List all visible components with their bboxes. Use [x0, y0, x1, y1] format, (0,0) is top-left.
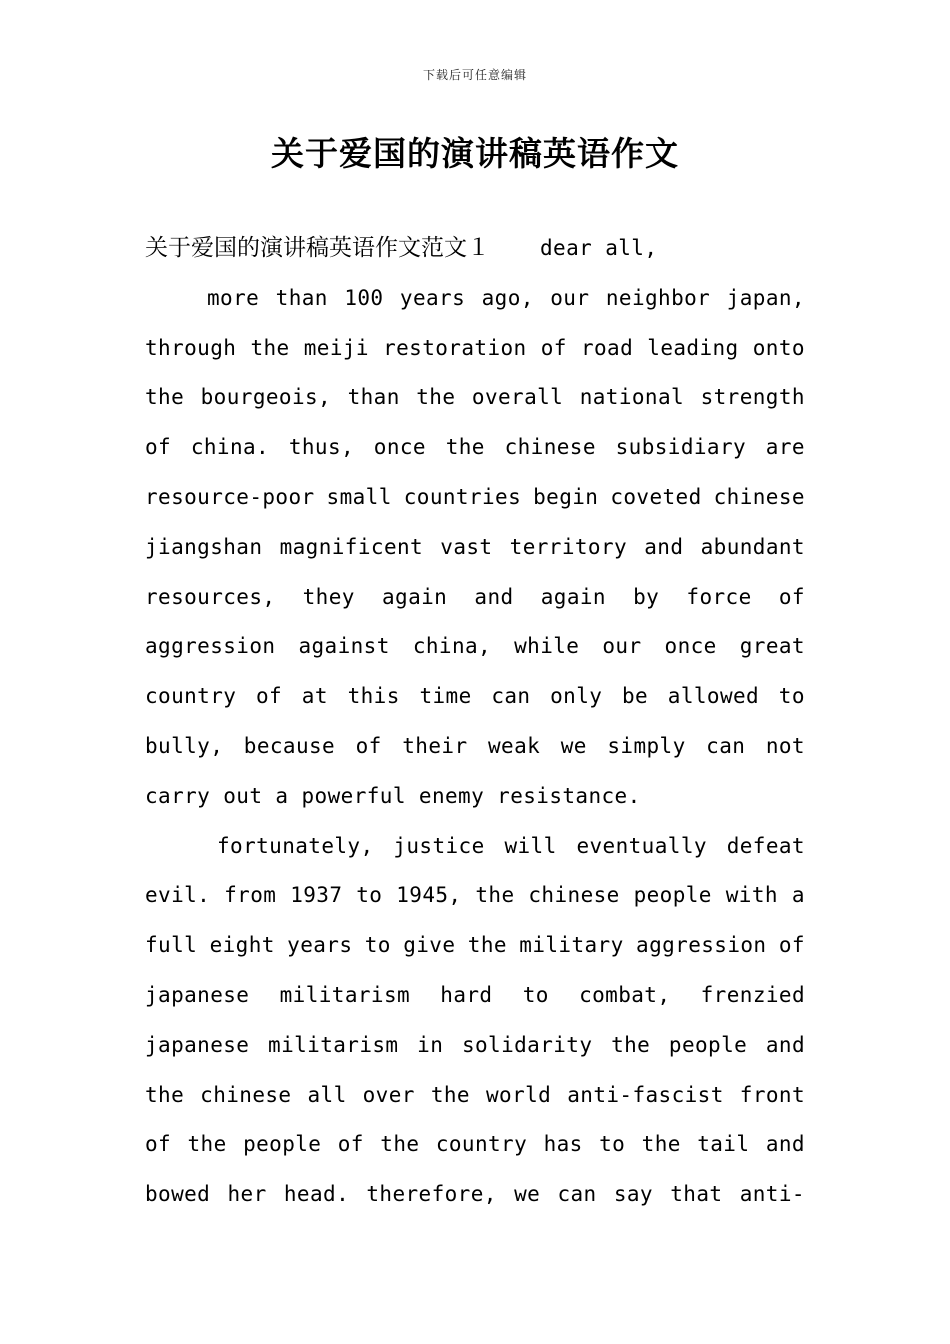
word: people	[243, 1132, 322, 1157]
word: all	[307, 1082, 347, 1107]
word: people	[668, 1032, 748, 1057]
word: japan,	[726, 285, 805, 310]
body-text	[145, 224, 805, 1220]
word: coveted	[610, 484, 702, 509]
word: chinese	[504, 435, 596, 460]
word: militarism	[279, 982, 411, 1007]
word: japanese	[145, 1032, 250, 1057]
word: of	[145, 435, 172, 460]
word: weak	[488, 733, 541, 758]
word: the	[145, 1082, 185, 1107]
word: frenzied	[700, 982, 805, 1007]
word: anti-fascist	[567, 1082, 724, 1107]
word: defeat	[726, 833, 805, 858]
word: the	[641, 1132, 681, 1157]
word: once	[373, 435, 426, 460]
word: because	[243, 733, 336, 758]
word: the	[445, 435, 485, 460]
word: chinese	[713, 484, 805, 509]
word: this	[347, 684, 400, 709]
word: magnificent	[279, 534, 424, 559]
word: the	[611, 1032, 651, 1057]
word: the	[380, 1132, 420, 1157]
word: allowed	[667, 684, 760, 709]
word: time	[419, 684, 472, 709]
word: the	[416, 385, 456, 410]
word: chinese	[200, 1082, 292, 1107]
word: tail	[697, 1132, 750, 1157]
word: bourgeois,	[200, 385, 332, 410]
word: aggression	[145, 634, 276, 659]
paragraph-line	[145, 1120, 805, 1170]
word: thus,	[288, 435, 355, 460]
word: resources,	[145, 584, 276, 609]
word: from	[224, 883, 277, 908]
word: eight	[209, 933, 275, 958]
paragraph-line	[145, 1071, 805, 1121]
word: their	[402, 733, 468, 758]
word: hard	[440, 982, 493, 1007]
paragraph-1	[145, 274, 805, 822]
word: can	[491, 684, 531, 709]
word: only	[550, 684, 603, 709]
word: territory	[509, 534, 628, 559]
word: and	[765, 1132, 805, 1157]
word: justice	[393, 833, 485, 858]
paragraph-line	[145, 423, 805, 473]
word: of	[145, 1132, 172, 1157]
word: military	[519, 933, 624, 958]
word: we	[514, 1182, 541, 1207]
paragraph-line	[145, 921, 805, 971]
word: japanese	[145, 982, 250, 1007]
word: combat,	[579, 982, 671, 1007]
paragraph-line	[145, 373, 805, 423]
word: meiji	[303, 335, 369, 360]
header-note: 下载后可任意编辑	[422, 68, 527, 82]
word: while	[514, 634, 580, 659]
word: has	[543, 1132, 583, 1157]
word: once	[664, 634, 717, 659]
word: bowed	[145, 1182, 211, 1207]
paragraph-line	[145, 573, 805, 623]
word: country	[435, 1132, 528, 1157]
word: china,	[412, 634, 492, 659]
word: at	[301, 684, 328, 709]
word: of	[778, 584, 805, 609]
word: her	[227, 1182, 267, 1207]
word: jiangshan	[145, 534, 263, 559]
word: by	[633, 584, 660, 609]
word: through	[145, 335, 237, 360]
word: years	[287, 933, 353, 958]
word: world	[486, 1082, 552, 1107]
word: will	[504, 833, 557, 858]
word: can	[557, 1182, 597, 1207]
paragraph-line	[145, 473, 805, 523]
paragraph-2	[145, 822, 805, 1220]
word: country	[145, 684, 237, 709]
word: the	[430, 1082, 470, 1107]
word: with	[725, 883, 778, 908]
paragraph-line	[145, 1170, 805, 1220]
word: countries	[403, 484, 522, 509]
word: more	[207, 285, 260, 310]
paragraph-line	[145, 871, 805, 921]
word: onto	[752, 335, 805, 360]
paragraph-line	[145, 324, 805, 374]
word: the	[250, 335, 290, 360]
word: 1945,	[396, 883, 462, 908]
word: national	[579, 385, 685, 410]
word: that	[670, 1182, 723, 1207]
word: a	[791, 883, 805, 908]
word: subsidiary	[615, 435, 747, 460]
word: 1937	[290, 883, 343, 908]
first-line	[145, 224, 805, 274]
word: they	[302, 584, 355, 609]
paragraph-line	[145, 523, 805, 573]
word: of	[337, 1132, 364, 1157]
word: aggression	[636, 933, 767, 958]
word: to	[356, 883, 383, 908]
word: than	[275, 285, 328, 310]
word: and	[644, 534, 684, 559]
word: of	[540, 335, 567, 360]
word: to	[599, 1132, 626, 1157]
word: neighbor	[605, 285, 711, 310]
paragraph-line	[145, 722, 805, 772]
word: say	[613, 1182, 653, 1207]
word: 100	[344, 285, 384, 310]
word: in	[417, 1032, 444, 1057]
word: begin	[533, 484, 599, 509]
word: leading	[647, 335, 739, 360]
word: to	[778, 684, 805, 709]
word: ago,	[481, 285, 534, 310]
document-title: 关于爱国的演讲稿英语作文	[271, 134, 679, 173]
word: front	[739, 1082, 805, 1107]
word: the	[467, 933, 507, 958]
paragraph-line: carry out a powerful enemy resistance.	[145, 783, 641, 808]
word: great	[739, 634, 805, 659]
paragraph-line	[145, 622, 805, 672]
word: road	[580, 335, 634, 360]
word: of	[778, 933, 805, 958]
word: against	[298, 634, 390, 659]
paragraph-line	[145, 672, 805, 722]
greeting: dear all,	[540, 236, 658, 260]
word: head.	[283, 1182, 350, 1207]
paragraph-line	[145, 971, 805, 1021]
word: and	[474, 584, 514, 609]
word: anti-	[739, 1182, 805, 1207]
word: again	[540, 584, 606, 609]
word: again	[382, 584, 448, 609]
word: not	[765, 733, 805, 758]
word: abundant	[700, 534, 805, 559]
word: and	[765, 1032, 805, 1057]
word: the	[187, 1132, 227, 1157]
word: bully,	[145, 733, 224, 758]
word: therefore,	[366, 1182, 497, 1207]
section-heading: 关于爱国的演讲稿英语作文范文１	[145, 235, 490, 261]
paragraph-line	[145, 274, 805, 324]
word: the	[145, 385, 185, 410]
word: small	[326, 484, 392, 509]
word: our	[550, 285, 590, 310]
word: we	[560, 733, 587, 758]
word: than	[347, 385, 400, 410]
word: the	[475, 883, 515, 908]
word: force	[686, 584, 752, 609]
paragraph-line	[145, 822, 805, 872]
paragraph-line	[145, 1021, 805, 1071]
word: strength	[700, 385, 805, 410]
word: restoration	[383, 335, 527, 360]
word: over	[362, 1082, 415, 1107]
word: eventually	[576, 833, 707, 858]
word: solidarity	[461, 1032, 593, 1057]
word: chinese	[528, 883, 620, 908]
word: full	[145, 933, 198, 958]
word: can	[706, 733, 746, 758]
word: of	[256, 684, 283, 709]
word: give	[403, 933, 456, 958]
word: be	[622, 684, 649, 709]
word: people	[633, 883, 712, 908]
word: resource-poor	[145, 484, 315, 509]
word: are	[765, 435, 805, 460]
word: years	[399, 285, 466, 310]
word: china.	[190, 435, 270, 460]
word: militarism	[268, 1032, 399, 1057]
word: vast	[440, 534, 493, 559]
word: fortunately,	[217, 833, 374, 858]
word: to	[364, 933, 391, 958]
word: of	[355, 733, 382, 758]
word: evil.	[145, 883, 211, 908]
word: simply	[607, 733, 686, 758]
word: our	[602, 634, 642, 659]
word: overall	[471, 385, 564, 410]
word: to	[522, 982, 549, 1007]
